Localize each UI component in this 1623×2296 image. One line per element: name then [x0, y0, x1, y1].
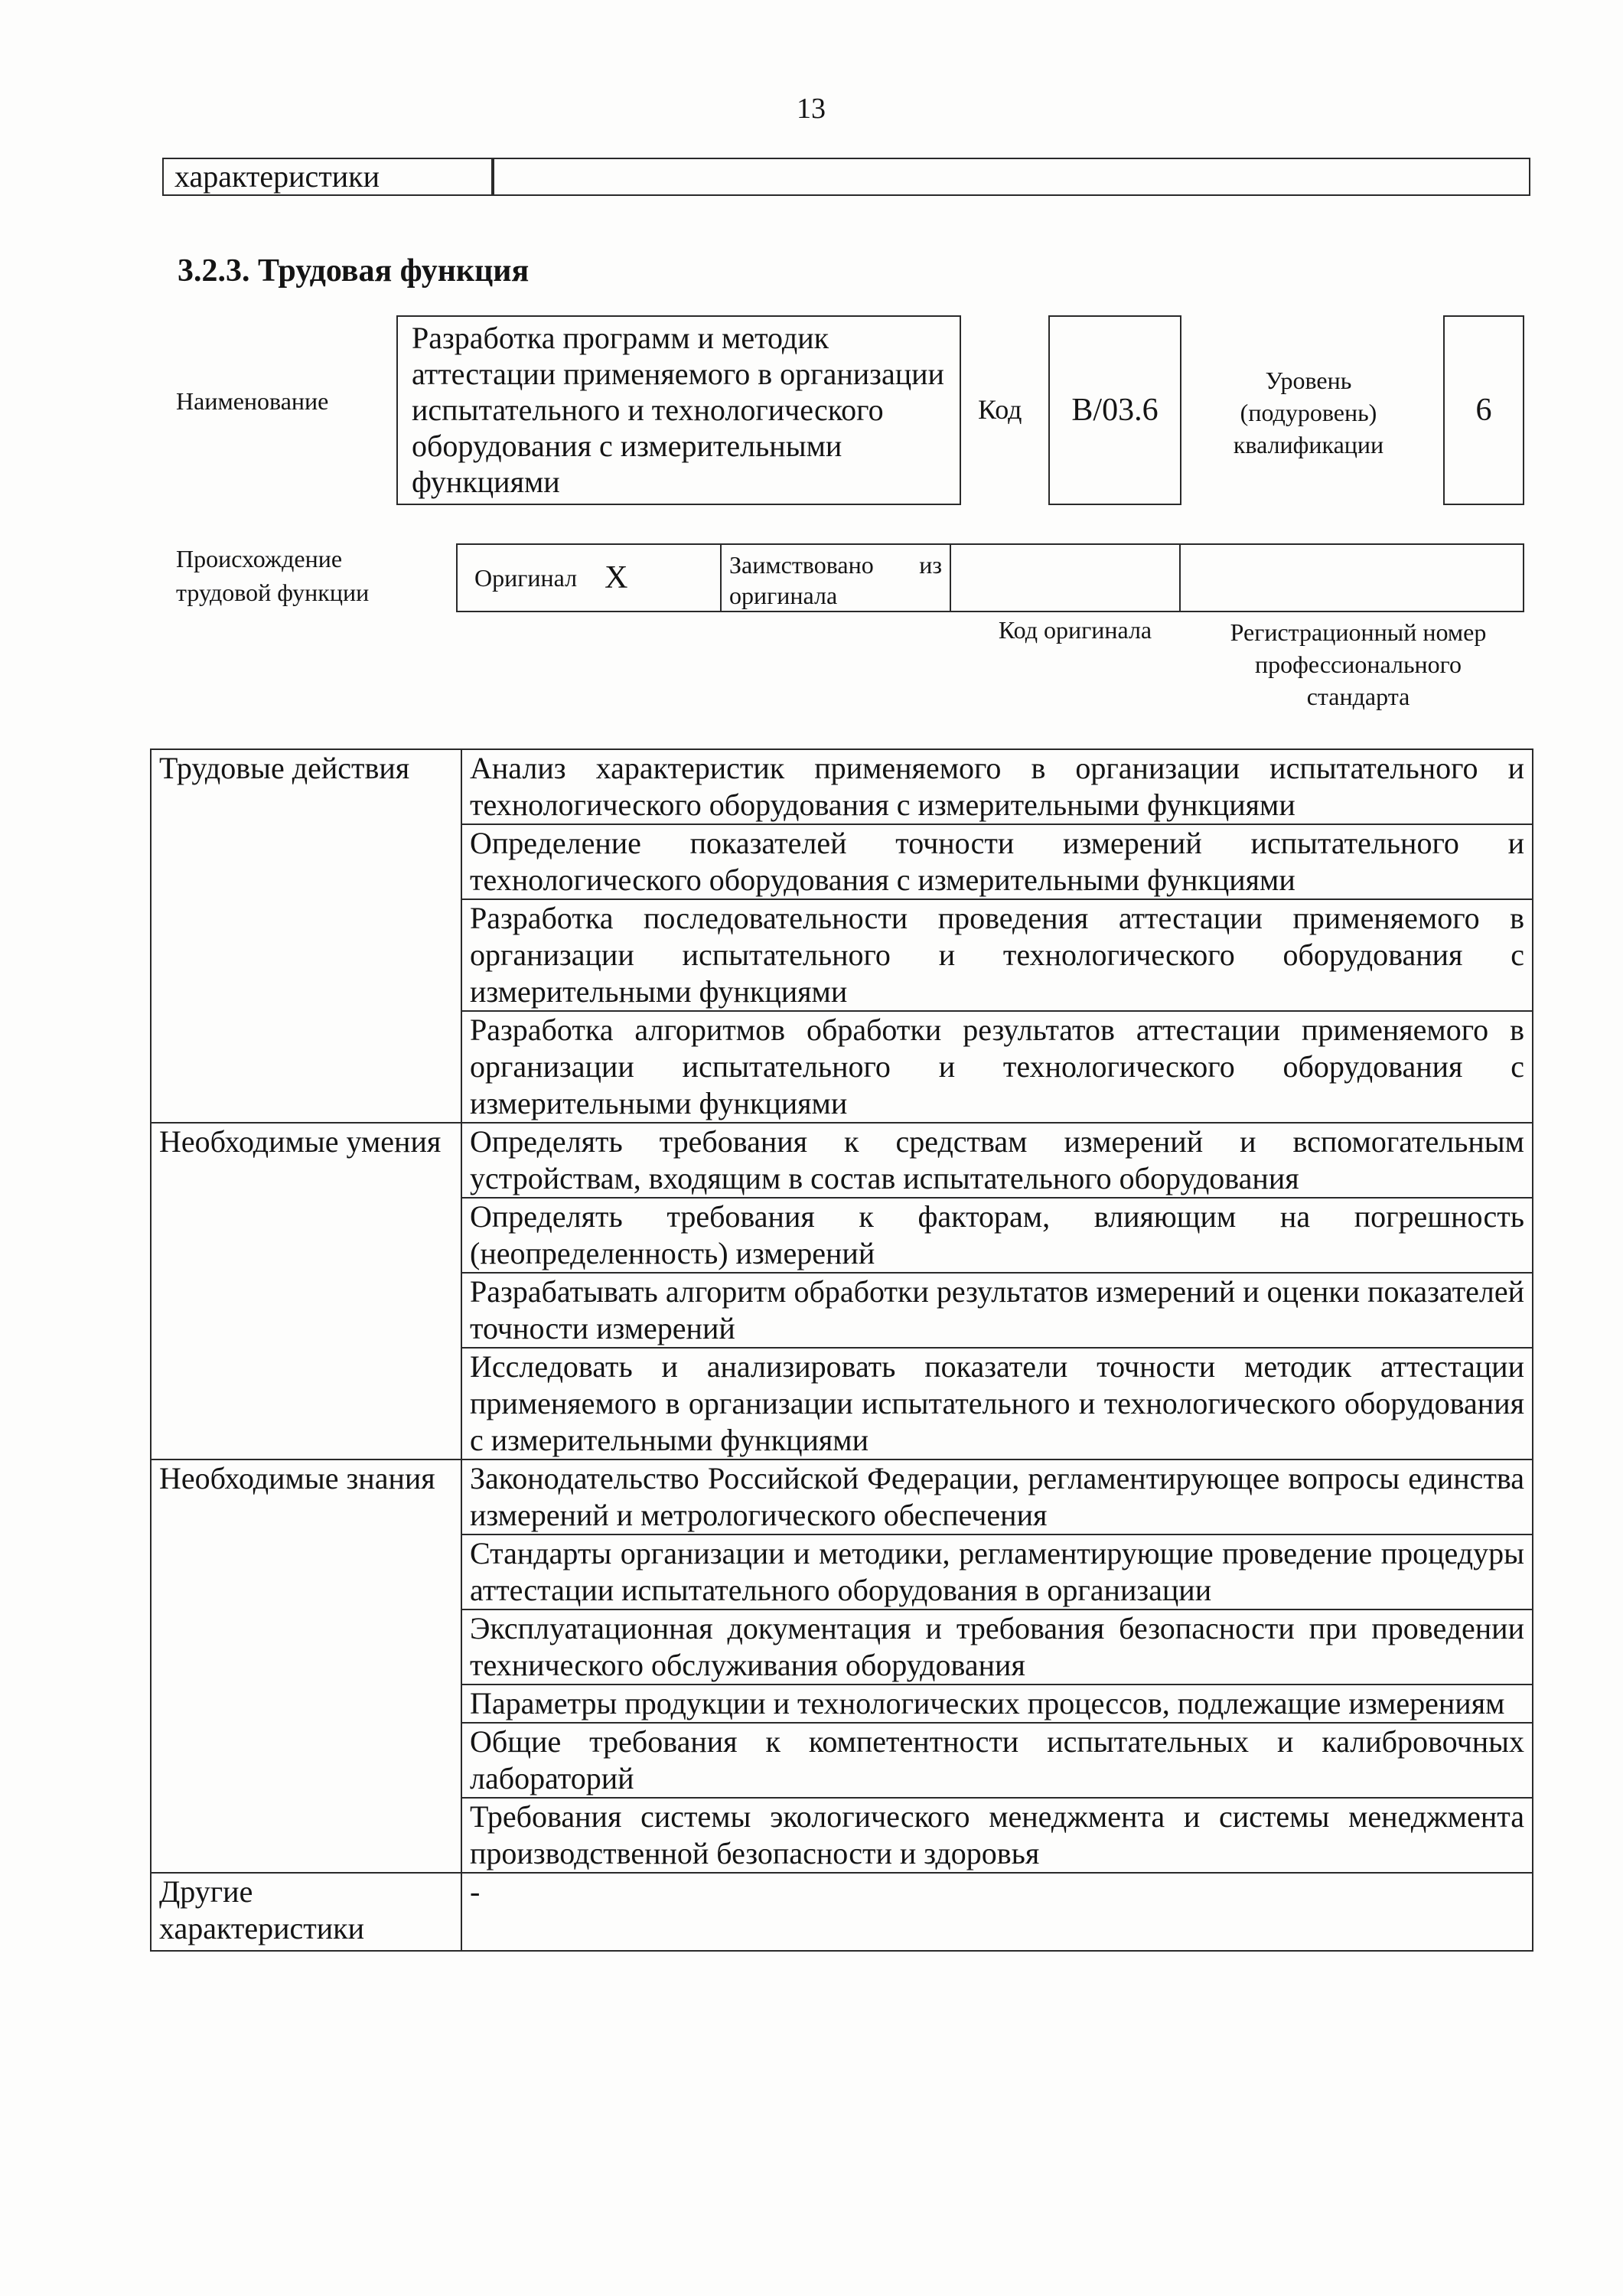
qualification-level-value: 6: [1443, 315, 1524, 505]
section-heading: 3.2.3. Трудовая функция: [178, 253, 530, 289]
function-code: B/03.6: [1048, 315, 1181, 505]
skill-item: Определять требования к средствам измерений и вспомогательным устройствам, входящим в состав испытательного оборудования: [461, 1123, 1533, 1198]
knowledge-item: Параметры продукции и технологических процессов, подлежащие измерениям: [461, 1684, 1533, 1723]
qualification-level-label: [1209, 364, 1408, 461]
knowledge-item: Общие требования к компетентности испытательных и калибровочных лабораторий: [461, 1723, 1533, 1798]
skill-item: Исследовать и анализировать показатели точности методик аттестации применяемого в организации испытательного и технологического оборудования с измерительными функциями: [461, 1348, 1533, 1459]
code-label: Код: [978, 394, 1022, 425]
origin-label-line1: Происхождение: [176, 545, 343, 572]
labor-action-item: Разработка последовательности проведения аттестации применяемого в организации испытательного и технологического оборудования с измерительными функциями: [461, 899, 1533, 1011]
function-name: Разработка программ и методик аттестации применяемого в организации испытательного и технологического оборудования с измерительными функциями: [396, 315, 961, 505]
borrowed-label-line1: Заимствовано из: [729, 551, 942, 579]
function-details-table: [150, 748, 1533, 1952]
other-characteristics-value: -: [461, 1873, 1533, 1951]
level-label-line1: Уровень: [1265, 367, 1352, 394]
top-row-value: [493, 158, 1530, 196]
original-label: Оригинал: [474, 563, 578, 592]
knowledge-item: Требования системы экологического менеджмента и системы менеджмента производственной безопасности и здоровья: [461, 1798, 1533, 1873]
reg-caption-line2: профессионального: [1254, 651, 1462, 678]
reg-caption-line1: Регистрационный номер: [1230, 618, 1487, 646]
level-label-line2: (подуровень): [1240, 399, 1377, 426]
original-mark: X: [605, 560, 628, 595]
original-code-caption: Код оригинала: [998, 616, 1152, 644]
knowledge-item: Законодательство Российской Федерации, регламентирующее вопросы единства измерений и метрологического обеспечения: [461, 1459, 1533, 1534]
origin-row: [456, 543, 1524, 612]
table-row: [151, 1123, 1533, 1198]
labor-actions-heading: Трудовые действия: [151, 749, 461, 1123]
labor-action-item: Определение показателей точности измерений испытательного и технологического оборудования с измерительными функциями: [461, 824, 1533, 899]
level-label-line3: квалификации: [1233, 431, 1384, 458]
original-cell: [458, 545, 722, 611]
page-number: 13: [797, 93, 826, 125]
top-row-label: характеристики: [162, 158, 493, 196]
labor-action-item: Разработка алгоритмов обработки результатов аттестации применяемого в организации испытательного и технологического оборудования с измерительными функциями: [461, 1011, 1533, 1123]
knowledge-item: Эксплуатационная документация и требования безопасности при проведении технического обслуживания оборудования: [461, 1609, 1533, 1684]
borrowed-cell: [722, 545, 951, 611]
skill-item: Определять требования к факторам, влияющим на погрешность (неопределенность) измерений: [461, 1198, 1533, 1273]
skill-item: Разрабатывать алгоритм обработки результатов измерений и оценки показателей точности измерений: [461, 1273, 1533, 1348]
origin-label-line2: трудовой функции: [176, 579, 370, 606]
other-characteristics-heading: Другие характеристики: [151, 1873, 461, 1951]
table-row: [151, 1873, 1533, 1951]
labor-action-item: Анализ характеристик применяемого в организации испытательного и технологического оборудования с измерительными функциями: [461, 749, 1533, 824]
reg-caption-line3: стандарта: [1306, 683, 1410, 710]
skills-heading: Необходимые умения: [151, 1123, 461, 1459]
reg-number-cell: [1181, 545, 1523, 611]
origin-label: [176, 542, 369, 609]
original-code-cell: [951, 545, 1181, 611]
name-label: Наименование: [176, 387, 329, 415]
table-row: [151, 1459, 1533, 1534]
borrowed-label-line2: оригинала: [729, 582, 838, 609]
reg-number-caption: [1194, 616, 1523, 713]
table-row: [151, 749, 1533, 824]
knowledge-item: Стандарты организации и методики, регламентирующие проведение процедуры аттестации испытательного оборудования в организации: [461, 1534, 1533, 1609]
knowledge-heading: Необходимые знания: [151, 1459, 461, 1873]
